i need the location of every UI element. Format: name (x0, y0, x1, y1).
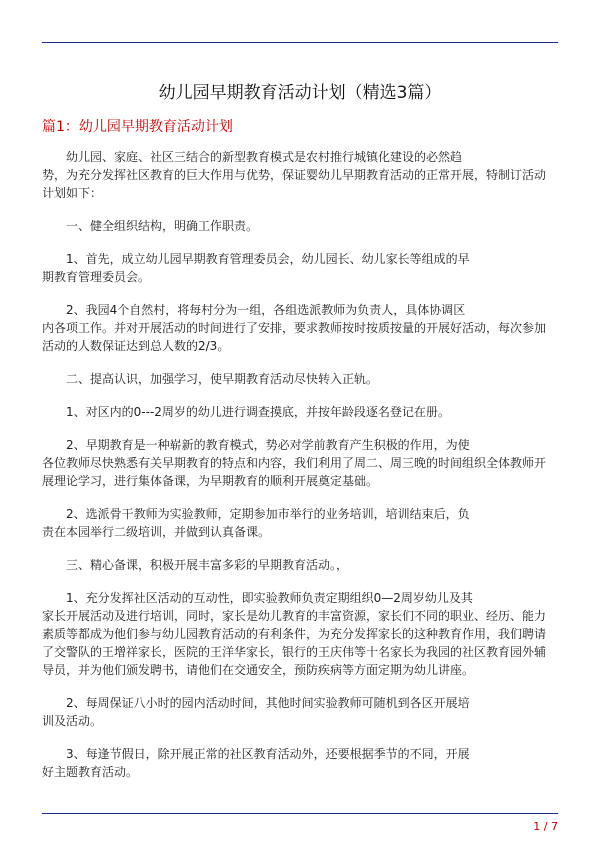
paragraph-line: 内各项工作。并对开展活动的时间进行了安排，要求教师按时按质按量的开展好活动，每次参加 (42, 321, 547, 335)
paragraph-line: 2、选派骨干教师为实验教师，定期参加市举行的业务培训，培训结束后，负 (66, 507, 470, 521)
paragraph (42, 556, 558, 574)
paragraph-line: 势，为充分发挥社区教育的巨大作用与优势，保证婴幼儿早期教育活动的正常开展，特制订活动 (42, 168, 547, 182)
paragraph-line: 1、充分发挥社区活动的互动性，即实验教师负责定期组织0—2周岁幼儿及其 (66, 591, 473, 605)
paragraph-line: 训及活动。 (42, 714, 103, 728)
paragraph-line: 2、我园4个自然村，将每村分为一组，各组选派教师为负责人，具体协调区 (66, 303, 466, 317)
paragraph-line: 计划如下： (42, 186, 103, 200)
paragraph-line: 导员，并为他们颁发聘书，请他们在交通安全，预防疾病等方面定期为幼儿讲座。 (42, 663, 475, 677)
paragraph (42, 694, 558, 730)
paragraph-line: 各位教师尽快熟悉有关早期教育的特点和内容，我们利用了周二、周三晚的时间组织全体教师开 (42, 456, 547, 470)
paragraph (42, 217, 558, 235)
paragraph-line: 一、健全组织结构，明确工作职责。 (66, 219, 259, 233)
paragraph (42, 250, 558, 286)
paragraph-line: 活动的人数保证达到总人数的2/3。 (42, 339, 230, 353)
paragraph-line: 期教育管理委员会。 (42, 270, 151, 284)
paragraph-line: 素质等都成为他们参与幼儿园教育活动的有利条件，为充分发挥家长的这种教育作用，我们聘请 (42, 627, 547, 641)
paragraph (42, 745, 558, 781)
paragraph-line: 2、每周保证八小时的园内活动时间，其他时间实验教师可随机到各区开展培 (66, 696, 470, 710)
document-body (42, 148, 558, 796)
top-rule (42, 42, 558, 43)
paragraph (42, 403, 558, 421)
paragraph-line: 二、提高认识，加强学习，使早期教育活动尽快转入正轨。 (66, 372, 379, 386)
paragraph-line: 1、首先，成立幼儿园早期教育管理委员会，幼儿园长、幼儿家长等组成的早 (66, 252, 470, 266)
paragraph-line: 2、早期教育是一种崭新的教育模式，势必对学前教育产生积极的作用，为使 (66, 438, 470, 452)
paragraph (42, 148, 558, 202)
paragraph-line: 展理论学习，进行集体备课，为早期教育的顺利开展奠定基础。 (42, 474, 379, 488)
paragraph (42, 505, 558, 541)
paragraph-line: 了交警队的王增祥家长，医院的王洋华家长，银行的王庆伟等十名家长为我园的社区教育园外辅 (42, 645, 547, 659)
paragraph (42, 370, 558, 388)
paragraph-line: 3、每逢节假日，除开展正常的社区教育活动外，还要根据季节的不同，开展 (66, 747, 470, 761)
paragraph-line: 三、精心备课，积极开展丰富多彩的早期教育活动。， (66, 558, 349, 572)
paragraph-line: 1、对区内的0---2周岁的幼儿进行调查摸底，并按年龄段逐名登记在册。 (66, 405, 450, 419)
paragraph-line: 好主题教育活动。 (42, 765, 139, 779)
paragraph (42, 589, 558, 679)
document-title: 幼儿园早期教育活动计划（精选3篇） (158, 83, 442, 103)
section-heading: 篇1：幼儿园早期教育活动计划 (42, 119, 233, 135)
paragraph (42, 436, 558, 490)
bottom-rule (42, 813, 558, 814)
paragraph (42, 301, 558, 355)
paragraph-line: 责在本园举行二级培训，并做到认真备课。 (42, 525, 271, 539)
page-number: 1 / 7 (533, 820, 558, 833)
paragraph-line: 家长开展活动及进行培训，同时，家长是幼儿教育的丰富资源，家长们不同的职业、经历、能力 (42, 609, 547, 623)
paragraph-line: 幼儿园、家庭、社区三结合的新型教育模式是农村推行城镇化建设的必然趋 (66, 150, 463, 164)
